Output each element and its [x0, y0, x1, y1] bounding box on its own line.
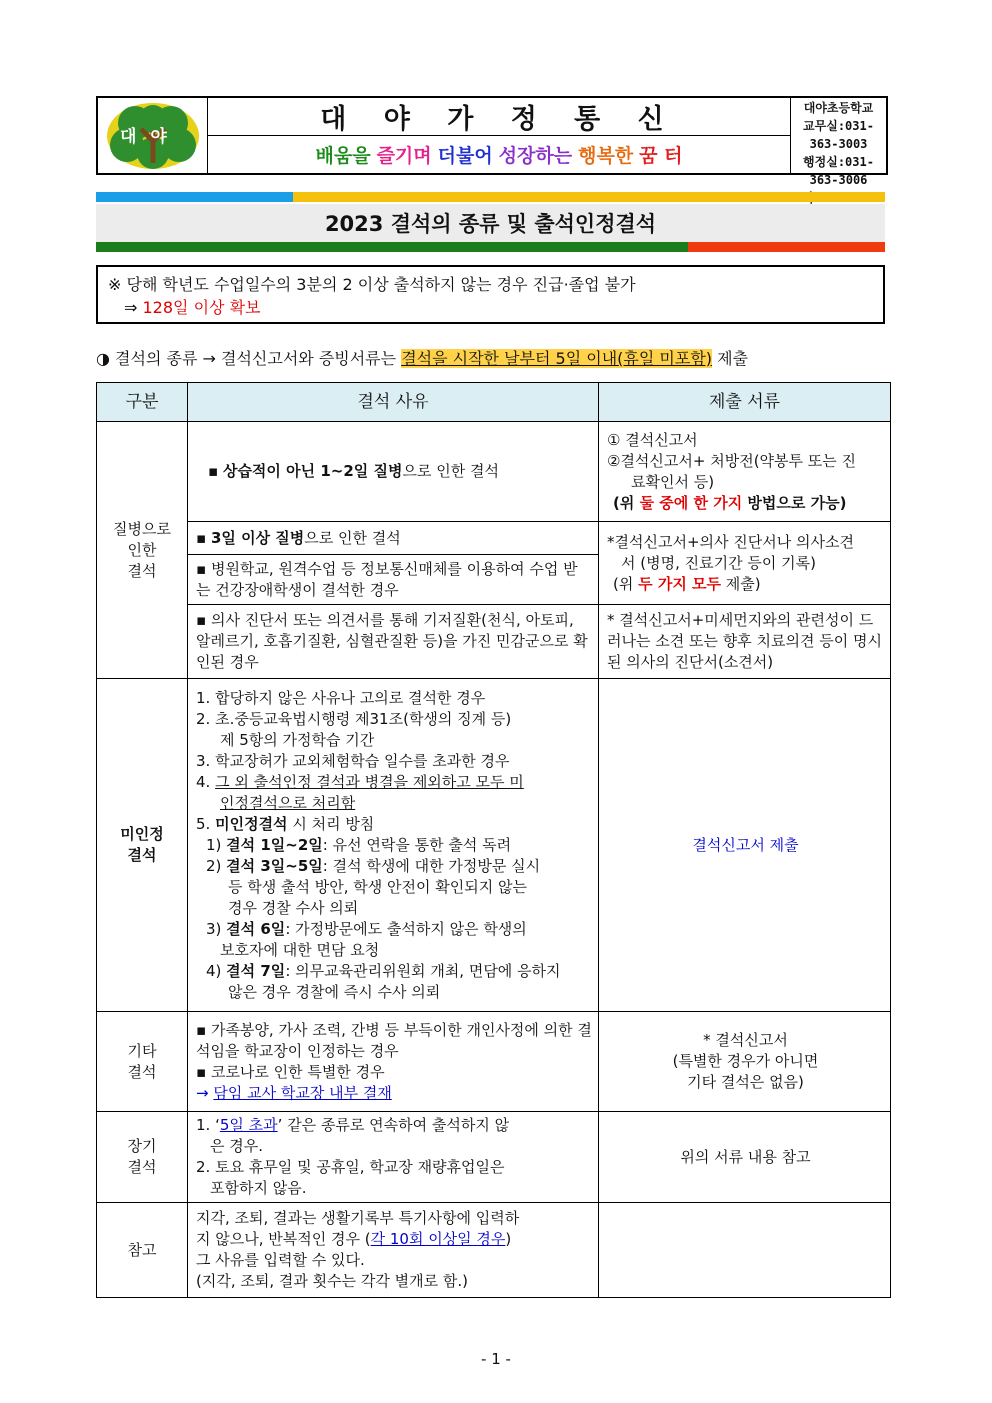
reason-text: ) [505, 1230, 512, 1248]
col-header-documents: 제출 서류 [599, 383, 891, 422]
reason-cell [188, 605, 599, 679]
newsletter-title: 대 야 가 정 통 신 [208, 98, 790, 136]
slogan-word: 행복한 [578, 145, 634, 167]
reason-line: 제 5항의 가정학습 기간 [220, 730, 375, 749]
reason-cell [188, 555, 599, 605]
logo-text: 대야 [120, 127, 181, 147]
note-requirement: 128일 이상 확보 [142, 298, 261, 317]
document-cell [599, 422, 891, 522]
document-line: * 결석신고서 [703, 1031, 788, 1049]
category-text: 결석 [127, 1062, 157, 1081]
school-name: 대야초등학교 [803, 101, 874, 115]
category-text: 인한 [127, 540, 157, 559]
square-bullet-icon: ▪ [196, 528, 207, 547]
reason-text: 병원학교, 원격수업 등 정보통신매체를 이용하여 수업 받는 건강장애학생이 결석한 경우 [196, 559, 578, 599]
document-cell-empty [599, 1203, 891, 1298]
decor-bar-yellow [293, 192, 885, 202]
reason-line [196, 1083, 592, 1104]
reason-text: : 유선 연락을 통한 출석 독려 [322, 835, 512, 854]
document-title: 2023 결석의 종류 및 출석인정결석 [96, 204, 885, 242]
category-illness [97, 422, 188, 679]
reason-bold: 결석 7일 [226, 961, 286, 980]
table-row [97, 605, 891, 679]
reason-text: 4. [196, 772, 216, 791]
document-line: 서 (병명, 진료기간 등이 기록) [621, 553, 816, 572]
newsletter-header [96, 96, 888, 187]
category-text: 미인정 [120, 825, 164, 843]
reason-text: 지 않으나, 반복적인 경우 ( [196, 1230, 371, 1248]
reason-bold: 3일 이상 질병 [210, 528, 305, 547]
document-text: 방법으로 가능) [742, 493, 847, 512]
decor-bar-green [96, 242, 688, 252]
category-other [97, 1012, 188, 1112]
table-row [97, 1012, 891, 1112]
section-deadline: 결석을 시작한 날부터 5일 이내(휴일 미포함) [401, 349, 713, 368]
reason-bold: 미인정결석 [215, 814, 288, 833]
reason-text: : 결석 학생에 대한 가정방문 실시 [322, 856, 541, 875]
category-text: 질병으로 [113, 519, 171, 538]
slogan-word: 즐기며 [376, 145, 432, 167]
reason-cell [188, 1203, 599, 1298]
phone-admin: 행정실:031-363-3006 [803, 155, 874, 187]
square-bullet-icon: ▪ [196, 1020, 207, 1039]
table-row [97, 679, 891, 1012]
table-row [97, 1203, 891, 1298]
document-cell [599, 1012, 891, 1112]
decor-bar-blue [96, 192, 293, 202]
reason-text: 시 처리 방침 [287, 814, 375, 833]
reason-cell [188, 522, 599, 555]
reason-text: 1) [206, 835, 227, 854]
document-line: 기타 결석은 없음) [687, 1073, 804, 1091]
reason-text: 가족봉양, 가사 조력, 간병 등 부득이한 개인사정에 의한 결석임을 학교장이 인정하는 경우 [196, 1020, 592, 1060]
category-longterm [97, 1112, 188, 1203]
note-line-1: ※ 당해 학년도 수업일수의 3분의 2 이상 출석하지 않는 경우 진급·졸업 불가 [108, 275, 636, 294]
col-header-reason: 결석 사유 [188, 383, 599, 422]
slogan-word: 꿈 터 [639, 145, 683, 167]
page-number: - 1 - [481, 1350, 511, 1368]
absence-table [96, 382, 891, 1298]
reason-text: 의사 진단서 또는 의견서를 통해 기저질환(천식, 아토피, 알레르기, 호흡기질환, 심혈관질환 등)을 가진 민감군으로 확인된 경우 [196, 611, 588, 671]
document-cell: 위의 서류 내용 참고 [599, 1112, 891, 1203]
document-line [607, 574, 884, 595]
document-cell: 결석신고서 제출 [599, 679, 891, 1012]
reason-line: 지각, 조퇴, 결과는 생활기록부 특기사항에 입력하 [196, 1209, 520, 1227]
document-text: (위 [613, 493, 640, 512]
note-line-2 [108, 296, 873, 319]
reason-line [196, 793, 592, 814]
reason-text: 으로 인한 결석 [304, 528, 401, 547]
reason-bold: 결석 3일~5일 [226, 856, 323, 875]
reason-cell [188, 422, 599, 522]
category-text: 장기 [127, 1137, 157, 1155]
reason-bold: 상습적이 아닌 1~2일 질병 [222, 462, 403, 480]
reason-text: 2) [206, 856, 227, 875]
promotion-note [96, 265, 885, 324]
reason-line [196, 1229, 592, 1250]
table-row [97, 1112, 891, 1203]
reason-line [196, 919, 592, 940]
header-title-block [208, 98, 791, 173]
document-text: (위 [613, 574, 639, 593]
reason-text: 으로 인한 결석 [402, 462, 499, 480]
category-text: 결석 [127, 561, 157, 580]
square-bullet-icon: ▪ [208, 462, 219, 480]
section-prefix: ◑ 결석의 종류 → 결석신고서와 증빙서류는 [96, 349, 397, 368]
table-header-row [97, 383, 891, 422]
reason-line [196, 961, 592, 982]
arrow-icon: ⇒ [124, 298, 138, 317]
reason-line: 보호자에 대한 면담 요청 [220, 940, 380, 959]
slogan-word: 성장하는 [498, 145, 573, 167]
section-suffix: 제출 [717, 349, 749, 368]
table-row [97, 422, 891, 522]
reason-line: 그 사유를 입력할 수 있다. [196, 1251, 365, 1269]
section-heading [96, 346, 896, 372]
document-cell: * 결석신고서+미세먼지와의 관련성이 드러나는 소견 또는 향후 치료의견 등이 명시된 의사의 진단서(소견서) [599, 605, 891, 679]
reason-text: : 의무교육관리위원회 개최, 면담에 응하지 [285, 961, 561, 980]
reason-line: 포함하지 않음. [210, 1179, 307, 1197]
reason-text: 코로나로 인한 특별한 경우 [210, 1062, 385, 1081]
category-reference: 참고 [97, 1203, 188, 1298]
document-line: ① 결석신고서 [607, 430, 698, 449]
category-text: 결석 [127, 846, 157, 864]
document-emphasis: 둘 중에 한 가지 [639, 493, 743, 512]
reason-line [196, 1062, 592, 1083]
reason-line: 등 학생 출석 방안, 학생 안전이 확인되지 않는 [228, 877, 527, 896]
reason-line: 2. 토요 휴무일 및 공휴일, 학교장 재량휴업일은 [196, 1158, 505, 1176]
reason-line [196, 1115, 592, 1136]
col-header-category: 구분 [97, 383, 188, 422]
reason-text: : 가정방문에도 출석하지 않은 학생의 [285, 919, 527, 938]
decor-bar-red [688, 242, 885, 252]
reason-line: 은 경우. [210, 1137, 264, 1155]
reason-line: 2. 초.중등교육법시행령 제31조(학생의 징계 등) [196, 709, 512, 728]
table-row [97, 522, 891, 555]
reason-line: 1. 합당하지 않은 사유나 고의로 결석한 경우 [196, 688, 486, 707]
reason-line: 3. 학교장허가 교외체험학습 일수를 초과한 경우 [196, 751, 510, 770]
reason-cell [188, 679, 599, 1012]
reason-text: 5. [196, 814, 216, 833]
document-cell [599, 522, 891, 605]
document-line: *결석신고서+의사 진단서나 의사소견 [607, 532, 854, 551]
arrow-icon: → [196, 1083, 214, 1102]
reason-line [196, 1020, 592, 1062]
square-bullet-icon: ▪ [196, 559, 207, 578]
reason-underlined: 담임 교사 학교장 내부 결재 [213, 1083, 392, 1102]
category-unapproved [97, 679, 188, 1012]
category-text: 기타 [127, 1041, 157, 1060]
reason-line: 않은 경우 경찰에 즉시 수사 의뢰 [228, 982, 441, 1001]
reason-underlined: 5일 초과 [219, 1116, 278, 1134]
document-line: ②결석신고서+ 처방전(약봉투 또는 진 [607, 451, 857, 470]
document-line: 료확인서 등) [631, 472, 715, 491]
reason-text: ’ 같은 종류로 연속하여 출석하지 않 [277, 1116, 510, 1134]
reason-cell [188, 1012, 599, 1112]
reason-bold: 결석 1일~2일 [226, 835, 323, 854]
category-text: 결석 [127, 1158, 157, 1176]
reason-underlined: 인정결석으로 처리함 [220, 793, 356, 812]
reason-underlined: 그 외 출석인정 결석과 병결을 제외하고 모두 미 [215, 772, 524, 791]
phone-office: 교무실:031-363-3003 [803, 119, 874, 151]
school-contact [791, 98, 886, 187]
slogan-word: 배움을 [315, 145, 371, 167]
document-emphasis: 두 가지 모두 [638, 574, 722, 593]
reason-line [196, 856, 592, 877]
document-line [607, 493, 884, 514]
school-slogan [208, 136, 790, 173]
reason-text: 4) [206, 961, 227, 980]
document-line: (특별한 경우가 아니면 [672, 1052, 819, 1070]
reason-line: 경우 경찰 수사 의뢰 [228, 898, 359, 917]
reason-line [196, 814, 592, 835]
reason-text: 3) [206, 919, 227, 938]
reason-text: 1. ‘ [196, 1116, 220, 1134]
document-text: 제출) [721, 574, 761, 593]
square-bullet-icon: ▪ [196, 611, 207, 629]
reason-bold: 결석 6일 [226, 919, 286, 938]
square-bullet-icon: ▪ [196, 1062, 207, 1081]
reason-underlined: 각 10회 이상일 경우 [370, 1230, 506, 1248]
slogan-word: 더불어 [437, 145, 493, 167]
reason-line [196, 772, 592, 793]
reason-cell [188, 1112, 599, 1203]
school-logo [98, 98, 208, 173]
reason-line [196, 835, 592, 856]
reason-line: (지각, 조퇴, 결과 횟수는 각각 별개로 함.) [196, 1272, 468, 1290]
